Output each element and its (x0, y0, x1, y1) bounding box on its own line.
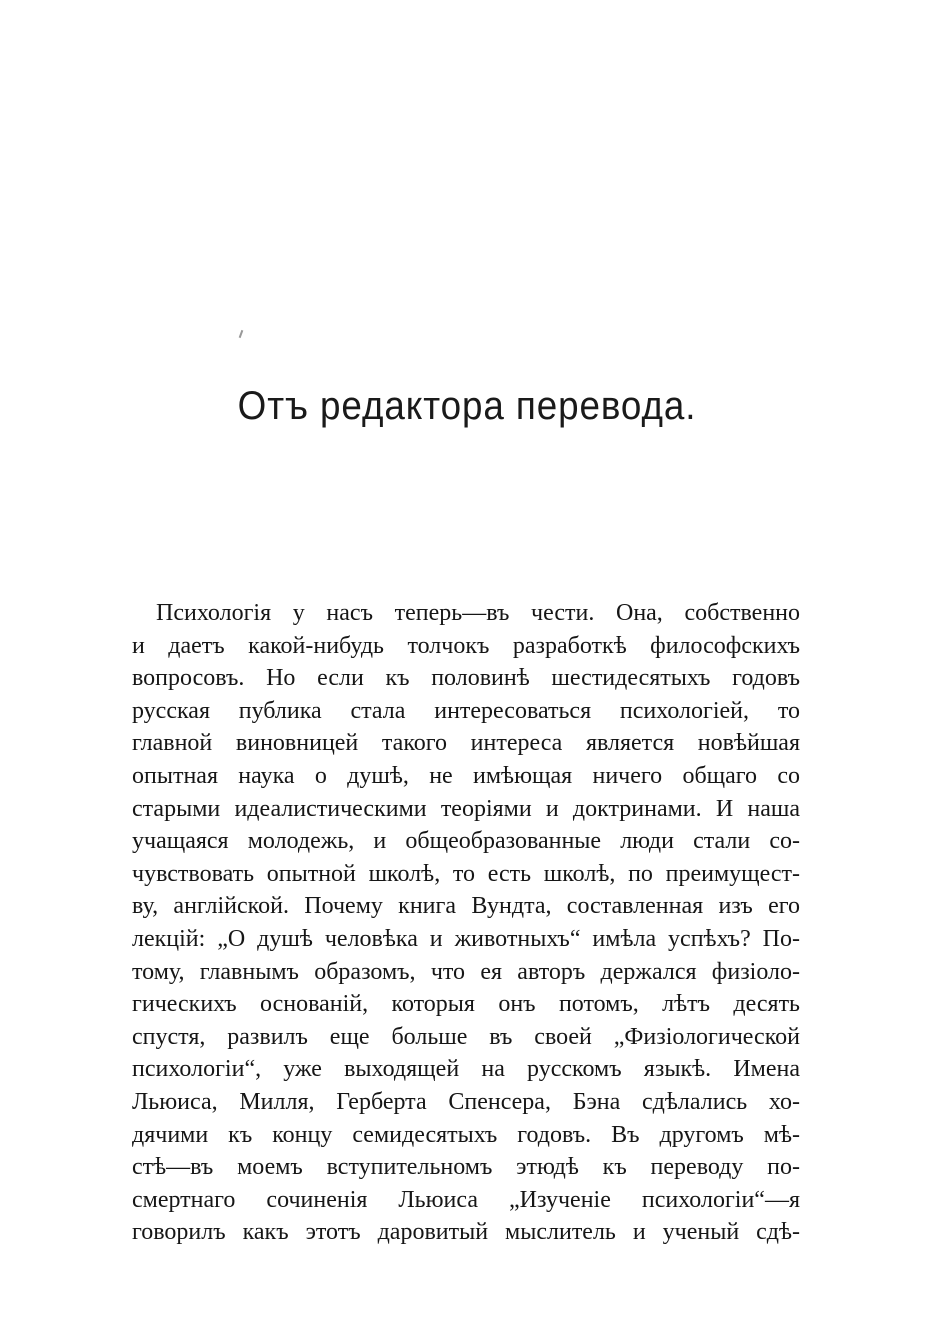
page-speck (239, 330, 244, 338)
text-line: и даетъ какой-нибудь толчокъ разработкѣ философскихъ (132, 632, 800, 659)
text-line: смертнаго сочиненія Льюиса „Изученіе психологіи“—я (132, 1186, 800, 1213)
text-line: чувствовать опытной школѣ, то есть школѣ, по преимущест- (132, 860, 800, 887)
text-line: гическихъ основаній, которыя онъ потомъ, лѣтъ десять (132, 991, 800, 1018)
text-line: вопросовъ. Но если къ половинѣ шестидесятыхъ годовъ (132, 665, 800, 692)
text-line: Льюиса, Милля, Герберта Спенсера, Бэна сдѣлались хо- (132, 1088, 800, 1115)
text-line: говорилъ какъ этотъ даровитый мыслитель и ученый сдѣ- (132, 1219, 800, 1246)
text-line: лекцій: „О душѣ человѣка и животныхъ“ имѣла успѣхъ? По- (132, 925, 800, 952)
text-line: главной виновницей такого интереса является новѣйшая (132, 730, 800, 757)
body-paragraph (132, 597, 800, 1249)
text-line: опытная наука о душѣ, не имѣющая ничего общаго со (132, 762, 800, 789)
text-line: учащаяся молодежь, и общеобразованные люди стали со- (132, 828, 800, 855)
text-line: дячими къ концу семидесятыхъ годовъ. Въ другомъ мѣ- (132, 1121, 800, 1148)
text-line: Психологія у насъ теперь—въ чести. Она, собственно (156, 600, 800, 626)
text-line: психологіи“, уже выходящей на русскомъ языкѣ. Имена (132, 1056, 800, 1083)
text-line: тому, главнымъ образомъ, что ея авторъ держался физіоло- (132, 958, 800, 985)
text-line: старыми идеалистическими теоріями и доктринами. И наша (132, 795, 800, 822)
text-line: стѣ—въ моемъ вступительномъ этюдѣ къ переводу по- (132, 1154, 800, 1181)
text-line: ву, англійской. Почему книга Вундта, составленная изъ его (132, 893, 800, 920)
text-line: спустя, развилъ еще больше въ своей „Физіологической (132, 1023, 800, 1050)
page-heading: Отъ редактора перевода. (237, 384, 697, 428)
text-line: русская публика стала интересоваться психологіей, то (132, 697, 800, 724)
